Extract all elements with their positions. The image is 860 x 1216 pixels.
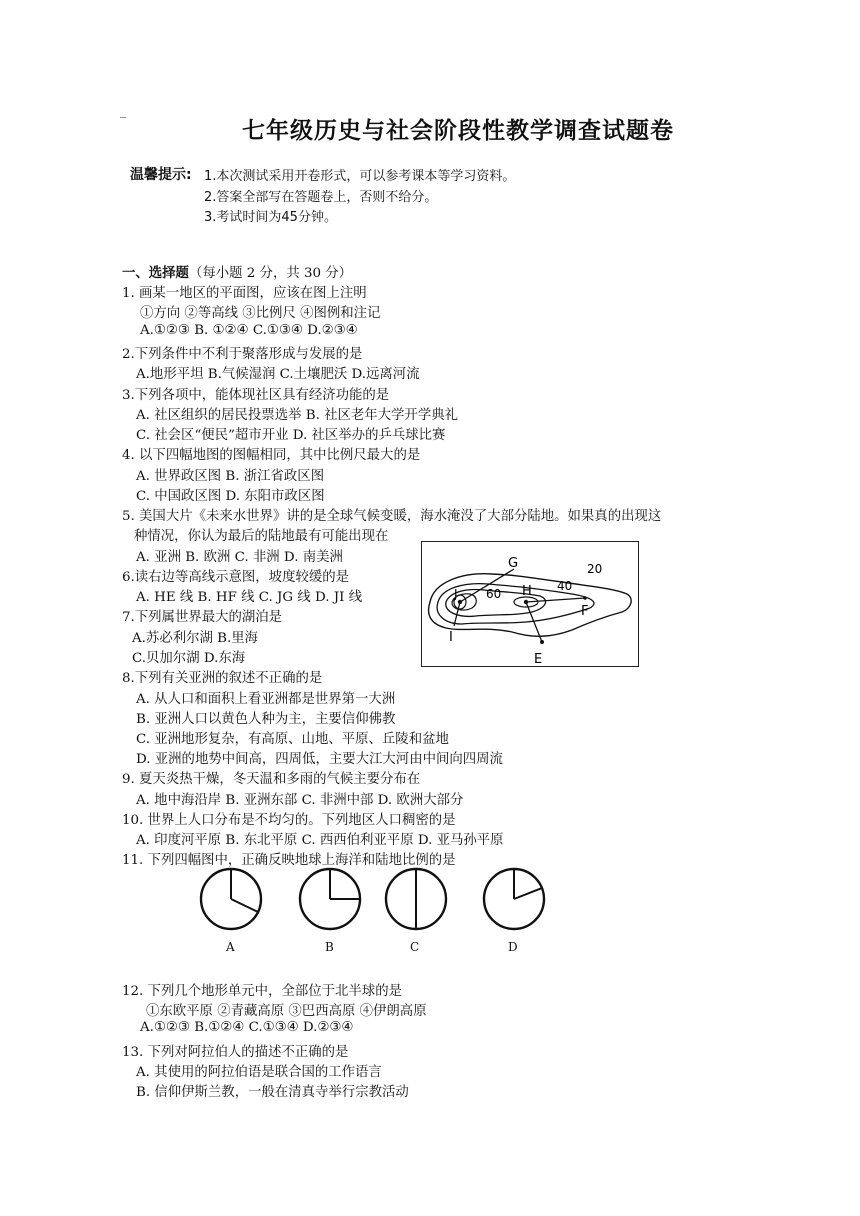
question-line: A.①②③ B. ①②④ C.①③④ D.②③④ [140,323,358,338]
question-line: 9. 夏天炎热干燥，冬天温和多雨的气候主要分布在 [122,772,421,787]
question-line: A.苏必利尔湖 B.里海 [132,631,259,646]
question-line: A. 从人口和面积上看亚洲都是世界第一大洲 [136,692,396,707]
section-title: 一、选择题 [122,266,189,281]
pie-label-c: C [410,940,420,954]
question-line: 12. 下列几个地形单元中，全部位于北半球的是 [122,984,402,999]
contour-value: 60 [486,587,502,601]
map-label-f: F [581,604,589,619]
question-line: 4. 以下四幅地图的图幅相同，其中比例尺最大的是 [122,448,421,463]
question-line: 6.读右边等高线示意图，坡度较缓的是 [122,570,350,585]
corner-mark: _ [120,104,126,118]
question-line: 2.下列条件中不利于聚落形成与发展的是 [122,347,363,362]
pie-option-b [297,866,363,932]
question-line: A. 地中海沿岸 B. 亚洲东部 C. 非洲中部 D. 欧洲大部分 [136,793,464,808]
tips-label: 温馨提示: [130,167,192,183]
map-label-h: H [522,584,532,599]
tip-item: 2.答案全部写在答题卷上，否则不给分。 [204,190,438,205]
question-line: 1. 画某一地区的平面图，应该在图上注明 [122,286,367,301]
tip-item: 1.本次测试采用开卷形式，可以参考课本等学习资料。 [204,169,516,184]
section-heading [122,262,352,281]
question-line: 3.下列各项中，能体现社区具有经济功能的是 [122,388,390,403]
map-label-g: G [508,556,519,571]
pie-label-b: B [325,940,334,954]
contour-value: 20 [587,562,603,576]
question-line: A. 社区组织的居民投票选举 B. 社区老年大学开学典礼 [136,408,458,423]
contour-value: 40 [557,579,573,593]
pie-label-d: D [508,940,518,954]
pie-label-a: A [226,940,235,954]
question-line: D. 亚洲的地势中间高，四周低，主要大江大河由中间向四周流 [136,752,503,767]
contour-map-figure [421,541,639,667]
pie-option-d [481,866,547,932]
question-line: 11. 下列四幅图中，正确反映地球上海洋和陆地比例的是 [122,853,456,868]
section-note: （每小题 2 分，共 30 分） [188,266,353,281]
question-line: 种情况，你认为最后的陆地最有可能出现在 [134,529,389,544]
pie-option-a [198,866,264,932]
question-line: ①方向 ②等高线 ③比例尺 ④图例和注记 [140,306,381,321]
question-line: B. 信仰伊斯兰教，一般在清真寺举行宗教活动 [136,1085,409,1100]
question-line: B. 亚洲人口以黄色人种为主，主要信仰佛教 [136,712,396,727]
question-line: A. 亚洲 B. 欧洲 C. 非洲 D. 南美洲 [136,550,343,565]
question-line: C. 社会区“便民”超市开业 D. 社区举办的乒乓球比赛 [136,428,446,443]
question-line: 8.下列有关亚洲的叙述不正确的是 [122,671,323,686]
tip-item: 3.考试时间为45分钟。 [204,210,337,225]
map-label-i: I [449,630,453,645]
question-line: 10. 世界上人口分布是不均匀的。下列地区人口稠密的是 [122,813,456,828]
question-line: 13. 下列对阿拉伯人的描述不正确的是 [122,1045,349,1060]
question-line: A. 其使用的阿拉伯语是联合国的工作语言 [136,1065,382,1080]
question-line: C. 中国政区图 D. 东阳市政区图 [136,489,325,504]
page-title: 七年级历史与社会阶段性教学调查试题卷 [242,117,674,144]
question-line: 5. 美国大片《未来水世界》讲的是全球气候变暖，海水淹没了大部分陆地。如果真的出现这 [122,509,662,524]
question-line: C. 亚洲地形复杂，有高原、山地、平原、丘陵和盆地 [136,732,449,747]
question-line: C.贝加尔湖 D.东海 [132,651,246,666]
question-line: A.①②③ B.①②④ C.①③④ D.②③④ [140,1020,354,1035]
question-line: A.地形平坦 B.气候湿润 C.土壤肥沃 D.远离河流 [136,367,420,382]
question-line: ①东欧平原 ②青藏高原 ③巴西高原 ④伊朗高原 [146,1004,427,1019]
map-label-j: J [454,587,458,601]
pie-option-c [383,866,449,932]
map-label-e: E [534,652,543,666]
question-line: 7.下列属世界最大的湖泊是 [122,610,283,625]
question-line: A. HE 线 B. HF 线 C. JG 线 D. JI 线 [136,590,363,605]
question-line: A. 世界政区图 B. 浙江省政区图 [136,469,325,484]
question-line: A. 印度河平原 B. 东北平原 C. 西西伯利亚平原 D. 亚马孙平原 [136,833,504,848]
